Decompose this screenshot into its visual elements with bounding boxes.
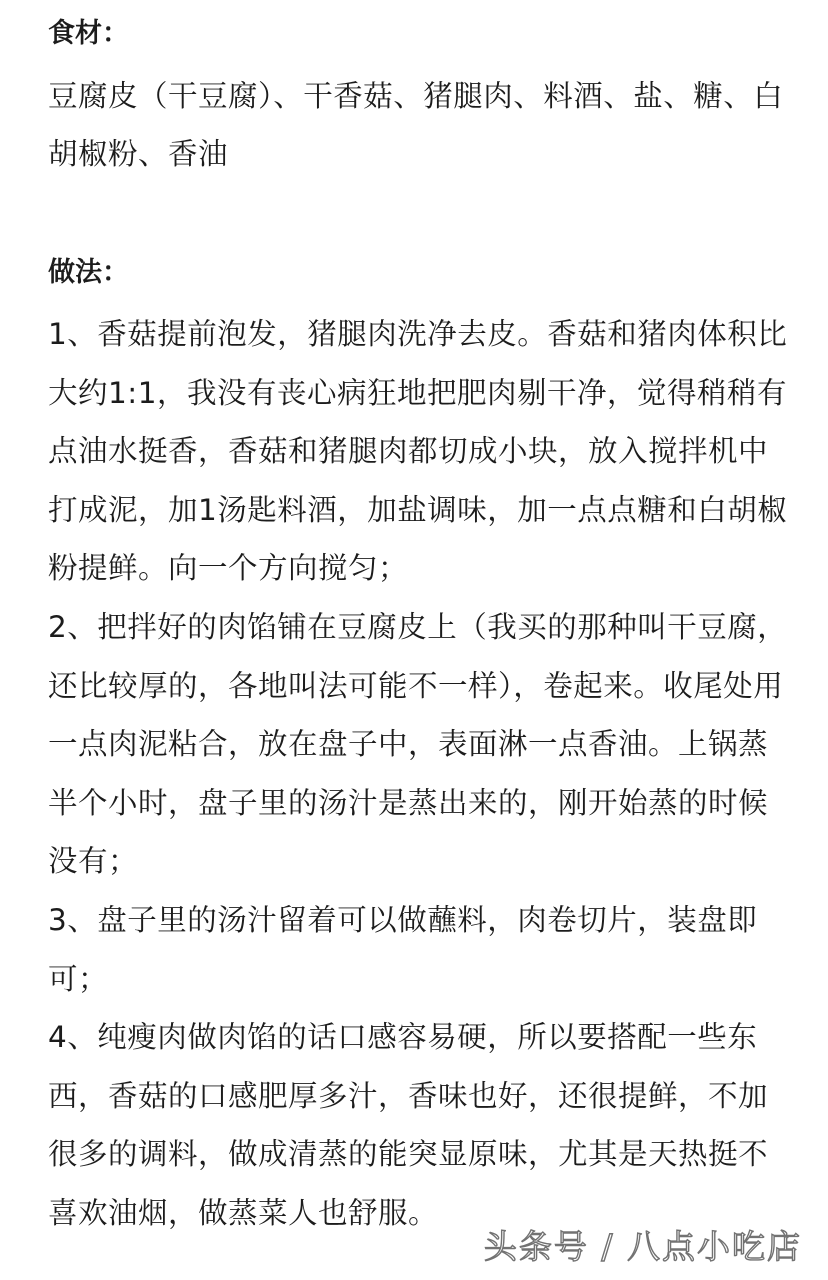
method-heading: 做法： bbox=[48, 257, 129, 288]
method-step: 3、盘子里的汤汁留着可以做蘸料，肉卷切片，装盘即可； bbox=[48, 902, 758, 996]
ingredients-text: 豆腐皮（干豆腐）、干香菇、猪腿肉、料酒、盐、糖、白胡椒粉、香油 bbox=[48, 79, 784, 171]
source-watermark: 头条号 / 八点小吃店 bbox=[483, 1227, 802, 1266]
method-step: 2、把拌好的肉馅铺在豆腐皮上（我买的那种叫干豆腐，还比较厚的，各地叫法可能不一样），卷起来。收尾处用一点肉泥粘合，放在盘子中，表面淋一点香油。上锅蒸半个小时，盘子里的汤汁是蒸出来的，刚开始蒸的时候没有； bbox=[48, 609, 788, 879]
method-step: 1、香菇提前泡发，猪腿肉洗净去皮。香菇和猪肉体积比大约1:1，我没有丧心病狂地把肥肉剔干净，觉得稍稍有点油水挺香，香菇和猪腿肉都切成小块，放入搅拌机中打成泥，加1汤匙料酒，加盐调味，加一点点糖和白胡椒粉提鲜。向一个方向搅匀； bbox=[48, 317, 788, 586]
ingredients-heading: 食材： bbox=[48, 18, 129, 49]
method-steps bbox=[48, 305, 788, 1243]
method-step: 4、纯瘦肉做肉馅的话口感容易硬，所以要搭配一些东西，香菇的口感肥厚多汁，香味也好，还很提鲜，不加很多的调料，做成清蒸的能突显原味，尤其是天热挺不喜欢油烟，做蒸菜人也舒服。 bbox=[48, 1020, 769, 1230]
recipe-document bbox=[48, 14, 788, 1243]
